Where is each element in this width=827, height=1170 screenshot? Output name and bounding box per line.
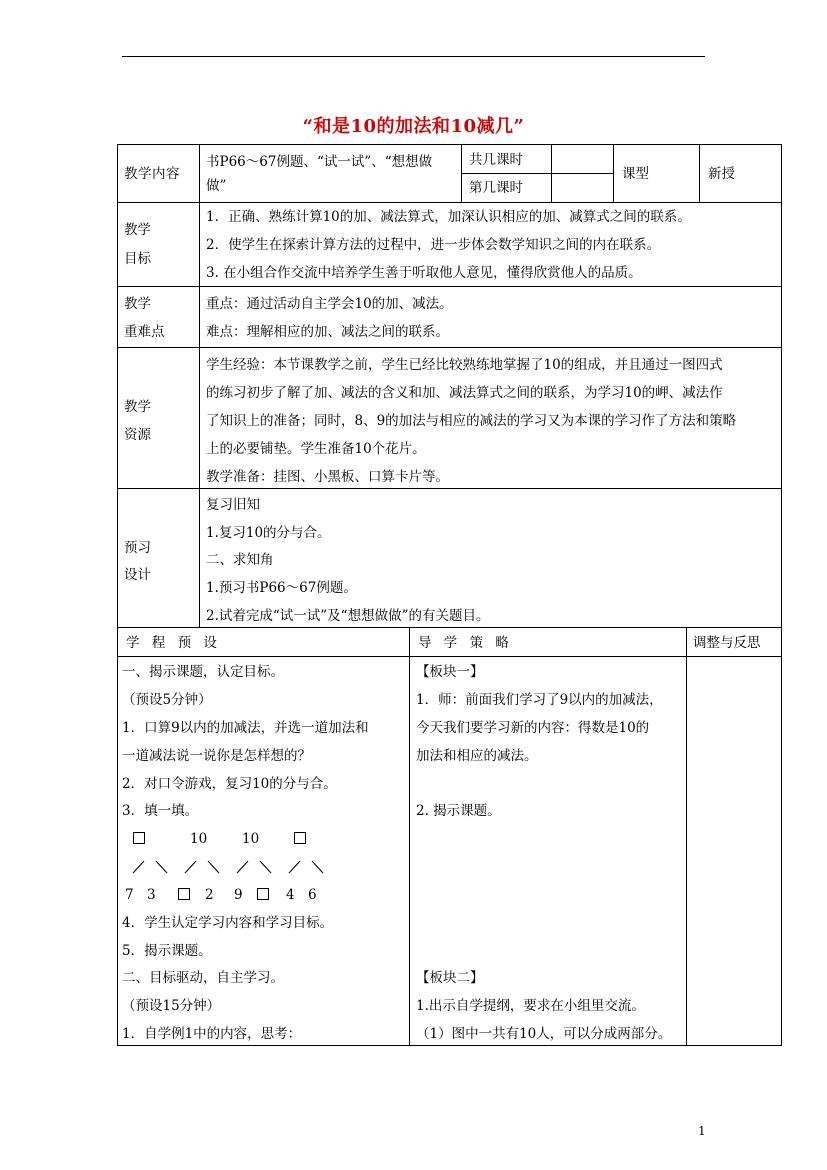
- row-label-content: 教学内容: [124, 166, 180, 182]
- type-label: 课型: [622, 166, 649, 182]
- bottom-number: 6: [308, 887, 317, 903]
- objective-item: 2．使学生在探索计算方法的过程中，进一步体会数学知识之间的内在联系。: [206, 237, 661, 253]
- learning-line: （预设15分钟）: [122, 998, 221, 1014]
- top-number: 10: [190, 831, 208, 847]
- branch-lines: [182, 858, 222, 874]
- guide-line: （1）图中一共有10人，可以分成两部分。: [416, 1026, 672, 1042]
- learning-line: 4．学生认定学习内容和学习目标。: [122, 915, 334, 931]
- preview-label-2: 设计: [124, 567, 151, 583]
- learning-line: 1．自学例1中的内容，思考：: [122, 1026, 302, 1042]
- learning-line: 2．对口令游戏，复习10的分与合。: [122, 776, 337, 792]
- branch-lines: [286, 858, 326, 874]
- guide-line: 1.出示自学提纲，要求在小组里交流。: [416, 998, 645, 1014]
- preview-line: 二、求知角: [206, 552, 274, 568]
- content-line-2: 做”: [206, 178, 227, 194]
- learning-line: 二、目标驱动，自主学习。: [122, 970, 284, 986]
- keypoints-label-1: 教学: [124, 296, 151, 312]
- objective-item: 1．正确、熟练计算10的加、减法算式，加深认识相应的加、减算式之间的联系。: [206, 209, 691, 225]
- resources-line: 了知识上的准备；同时，8、9的加法与相应的减法的学习又为本课的学习作了方法和策略: [206, 413, 737, 429]
- blank-box: [257, 885, 269, 905]
- resources-line: 上的必要铺垫。学生准备10个花片。: [206, 441, 426, 457]
- blank-box: [133, 829, 145, 849]
- learning-line: 3．填一填。: [122, 803, 199, 819]
- column-header-reflect: 调整与反思: [693, 635, 761, 651]
- guide-line: 2. 揭示课题。: [416, 803, 501, 819]
- learning-line: 一道减法说一说你是怎样想的？: [122, 748, 311, 764]
- learning-line: 一、揭示课题，认定目标。: [122, 664, 284, 680]
- keypoint-item: 重点：通过活动自主学会10的加、减法。: [206, 296, 453, 312]
- top-number: 10: [242, 831, 260, 847]
- preview-line: 1.预习书P66～67例题。: [206, 580, 357, 596]
- preview-line: 2.试着完成“试一试”及“想想做做”的有关题目。: [206, 608, 490, 624]
- objectives-label-2: 目标: [124, 251, 151, 267]
- keypoints-label-2: 重难点: [124, 324, 165, 340]
- resources-line: 教学准备：挂图、小黑板、口算卡片等。: [206, 469, 449, 485]
- guide-line: 今天我们要学习新的内容：得数是10的: [416, 720, 650, 736]
- column-header-guide: 导 学 策 略: [418, 635, 513, 651]
- resources-label-1: 教学: [124, 399, 151, 415]
- column-header-learning: 学 程 预 设: [126, 635, 221, 651]
- objectives-label-1: 教学: [124, 222, 151, 238]
- block-heading: 【板块二】: [416, 970, 484, 986]
- bottom-number: 9: [234, 887, 243, 903]
- branch-lines: [234, 858, 274, 874]
- learning-line: 1．口算9以内的加减法，并选一道加法和: [122, 720, 369, 736]
- preview-line: 1.复习10的分与合。: [206, 525, 331, 541]
- preview-label-1: 预习: [124, 540, 151, 556]
- page-number: 1: [698, 1124, 706, 1138]
- which-hour-label: 第几课时: [469, 180, 523, 196]
- learning-line: （预设5分钟）: [122, 692, 212, 708]
- resources-line: 的练习初步了解了加、减法的含义和加、减法算式之间的联系，为学习10的岬、减法作: [206, 385, 723, 401]
- bottom-number: 3: [147, 887, 156, 903]
- blank-box: [294, 829, 306, 849]
- guide-line: 加法和相应的减法。: [416, 748, 538, 764]
- learning-line: 5．揭示课题。: [122, 943, 212, 959]
- content-line-1: 书P66～67例题、“试一试”、“想想做: [206, 154, 433, 170]
- resources-line: 学生经验：本节课教学之前，学生已经比较熟练地掌握了10的组成，并且通过一图四式: [206, 357, 723, 373]
- total-hours-label: 共几课时: [469, 152, 523, 168]
- objective-item: 3. 在小组合作交流中培养学生善于听取他人意见，懂得欣赏他人的品质。: [206, 265, 642, 281]
- bottom-number: 2: [205, 887, 214, 903]
- bottom-number: 7: [125, 887, 134, 903]
- branch-lines: [130, 858, 170, 874]
- preview-line: 复习旧知: [206, 497, 260, 513]
- bottom-number: 4: [286, 887, 295, 903]
- document-title: “和是10的加法和10减几”: [302, 116, 525, 137]
- blank-box: [178, 885, 190, 905]
- resources-label-2: 资源: [124, 427, 151, 443]
- block-heading: 【板块一】: [416, 664, 484, 680]
- type-value: 新授: [708, 166, 735, 182]
- guide-line: 1．师：前面我们学习了9以内的加减法，: [416, 692, 663, 708]
- keypoint-item: 难点：理解相应的加、减法之间的联系。: [206, 324, 449, 340]
- header-rule: [122, 56, 705, 57]
